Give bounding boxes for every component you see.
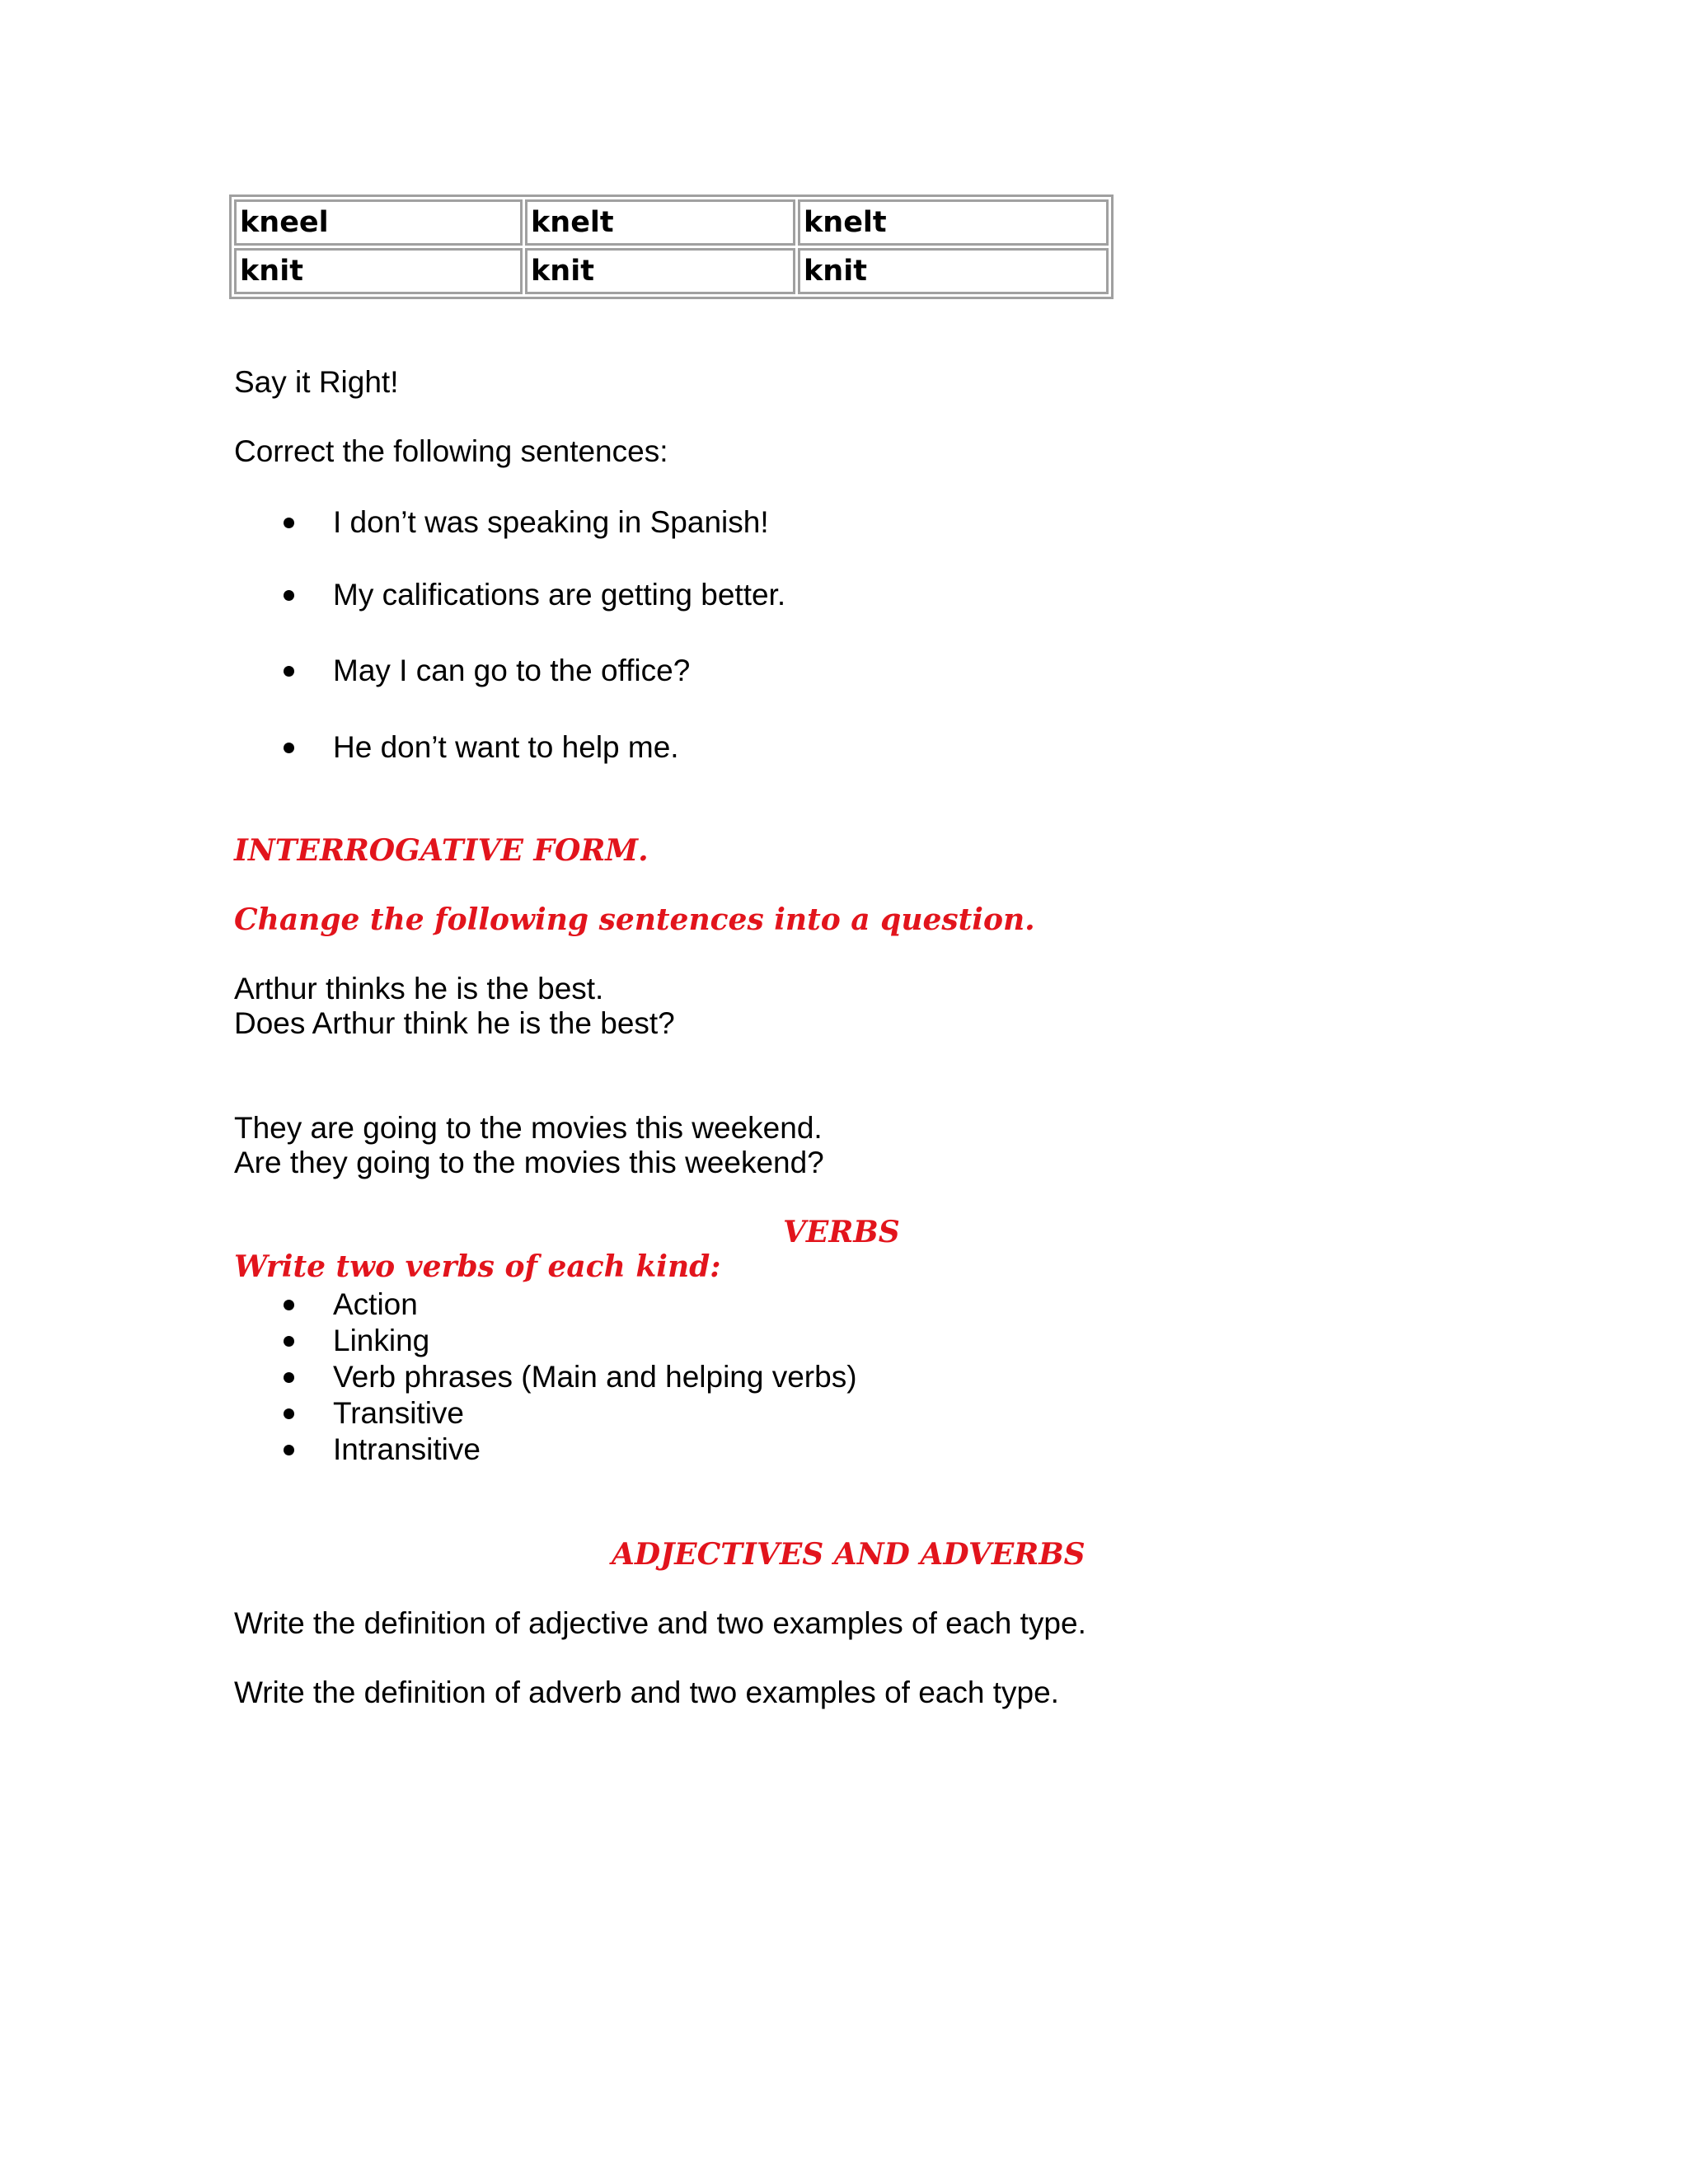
list-item-text: I don’t was speaking in Spanish! bbox=[333, 505, 769, 539]
example-question: Are they going to the movies this weekend? bbox=[234, 1146, 824, 1179]
list-item bbox=[234, 1432, 857, 1468]
list-item-text: Linking bbox=[333, 1324, 430, 1357]
list-item bbox=[234, 653, 690, 689]
verb-kinds-list bbox=[234, 1286, 857, 1468]
verbs-heading: VERBS bbox=[783, 1215, 900, 1249]
say-it-right-title: Say it Right! bbox=[234, 365, 399, 399]
interrogative-instruction: Change the following sentences into a question. bbox=[234, 902, 1035, 937]
list-item-text: May I can go to the office? bbox=[333, 654, 691, 687]
bullet-icon bbox=[284, 743, 294, 753]
list-item-text: My califications are getting better. bbox=[333, 578, 786, 612]
list-item bbox=[234, 1323, 857, 1359]
table-cell: kneel bbox=[234, 199, 523, 246]
table-cell: knelt bbox=[798, 199, 1109, 246]
list-item bbox=[234, 504, 769, 541]
verbs-instruction: Write two verbs of each kind: bbox=[234, 1249, 721, 1284]
list-item bbox=[234, 1286, 857, 1323]
irregular-verb-table bbox=[229, 194, 1114, 299]
example-statement: Arthur thinks he is the best. bbox=[234, 972, 604, 1005]
adjective-instruction: Write the definition of adjective and two examples of each type. bbox=[234, 1606, 1086, 1640]
bullet-icon bbox=[284, 1336, 294, 1347]
list-item-text: Verb phrases (Main and helping verbs) bbox=[333, 1360, 857, 1394]
table-cell: knit bbox=[234, 248, 523, 294]
interrogative-heading: INTERROGATIVE FORM. bbox=[234, 833, 649, 868]
adverb-instruction: Write the definition of adverb and two examples of each type. bbox=[234, 1675, 1059, 1709]
list-item-text: He don’t want to help me. bbox=[333, 730, 679, 764]
list-item-text: Intransitive bbox=[333, 1432, 481, 1466]
example-statement: They are going to the movies this weekend. bbox=[234, 1111, 823, 1145]
list-item bbox=[234, 1395, 857, 1432]
bullet-icon bbox=[284, 518, 294, 528]
table-cell: knit bbox=[798, 248, 1109, 294]
list-item-text: Action bbox=[333, 1287, 418, 1321]
bullet-icon bbox=[284, 1445, 294, 1455]
list-item bbox=[234, 729, 679, 766]
example-question: Does Arthur think he is the best? bbox=[234, 1006, 675, 1040]
correct-sentences-instruction: Correct the following sentences: bbox=[234, 434, 668, 468]
bullet-icon bbox=[284, 666, 294, 677]
bullet-icon bbox=[284, 1300, 294, 1310]
list-item bbox=[234, 577, 785, 613]
adjectives-adverbs-heading: ADJECTIVES AND ADVERBS bbox=[612, 1537, 1085, 1572]
list-item bbox=[234, 1359, 857, 1395]
table-row bbox=[234, 248, 1109, 294]
bullet-icon bbox=[284, 1372, 294, 1383]
table-row bbox=[234, 199, 1109, 246]
bullet-icon bbox=[284, 590, 294, 601]
list-item-text: Transitive bbox=[333, 1396, 465, 1430]
table-cell: knelt bbox=[525, 199, 795, 246]
table-cell: knit bbox=[525, 248, 795, 294]
bullet-icon bbox=[284, 1408, 294, 1419]
